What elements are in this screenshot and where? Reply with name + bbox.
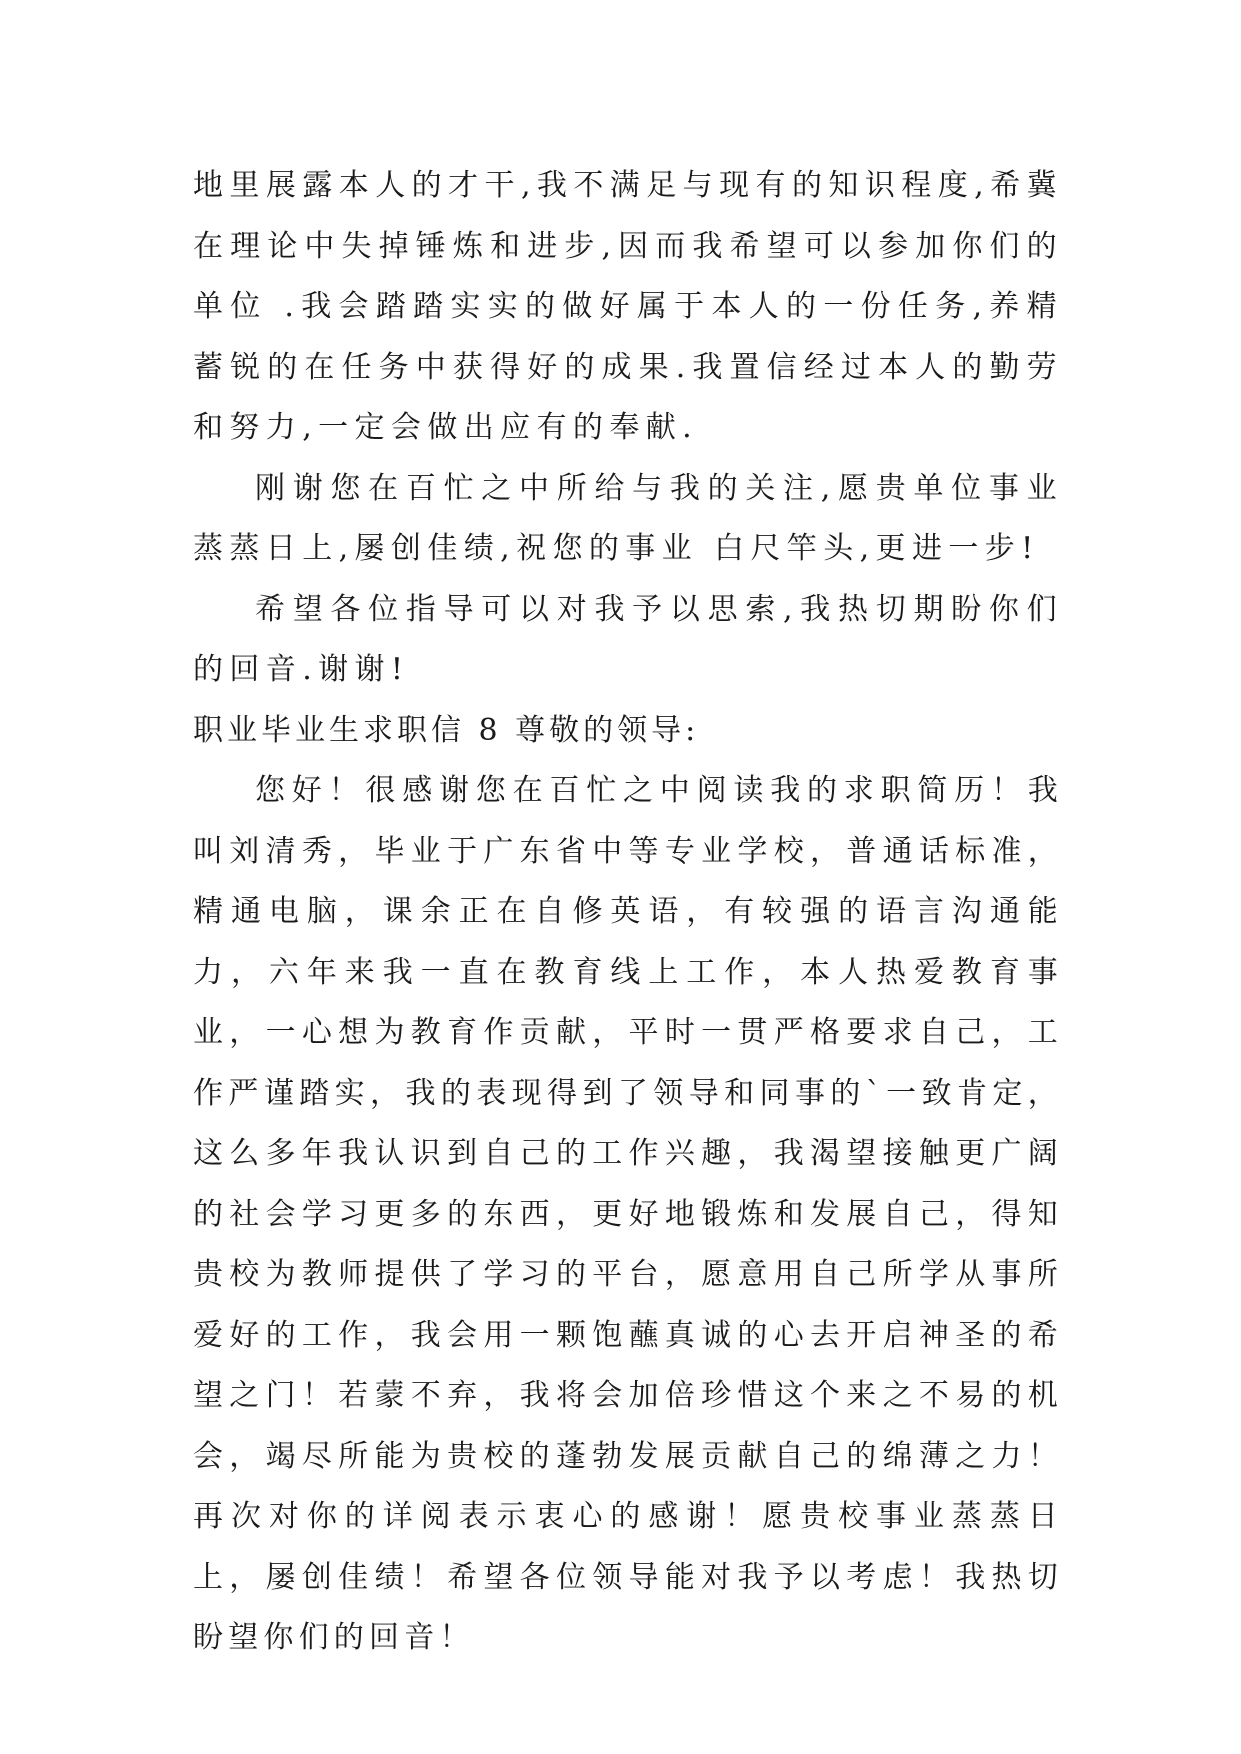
paragraph-closing: 希望各位指导可以对我予以思索,我热切期盼你们的回音.谢谢! bbox=[193, 591, 1063, 687]
paragraph-application-end: 地里展露本人的才干,我不满足与现有的知识程度,希冀在理论中失掉锤炼和进步,因而我希望可以参加你们的单位 .我会踏踏实实的做好属于本人的一份任务,养精蓄锐的在任务中获得好的成果.我置信经过本人的勤劳和努力,一定会做出应有的奉献. bbox=[193, 168, 1063, 445]
document-body bbox=[193, 156, 1063, 1669]
letter-body: 您好！很感谢您在百忙之中阅读我的求职简历！我叫刘清秀，毕业于广东省中等专业学校，普通话标准，精通电脑，课余正在自修英语，有较强的语言沟通能力，六年来我一直在教育线上工作，本人热爱教育事业，一心想为教育作贡献，平时一贯严格要求自己，工作严谨踏实，我的表现得到了领导和同事的`一致肯定，这么多年我认识到自己的工作兴趣，我渴望接触更广阔的社会学习更多的东西，更好地锻炼和发展自己，得知贵校为教师提供了学习的平台，愿意用自己所学从事所爱好的工作，我会用一颗饱蘸真诚的心去开启神圣的希望之门！若蒙不弃，我将会加倍珍惜这个来之不易的机会，竭尽所能为贵校的蓬勃发展贡献自己的绵薄之力！再次对你的详阅表示衷心的感谢！愿贵校事业蒸蒸日上，屡创佳绩！希望各位领导能对我予以考虑！我热切盼望你们的回音！ bbox=[193, 773, 1063, 1655]
letter-heading: 职业毕业生求职信 8 尊敬的领导: bbox=[193, 712, 700, 748]
paragraph-thanks: 刚谢您在百忙之中所给与我的关注,愿贵单位事业蒸蒸日上,屡创佳绩,祝您的事业 白尺竿头,更进一步! bbox=[193, 470, 1063, 566]
